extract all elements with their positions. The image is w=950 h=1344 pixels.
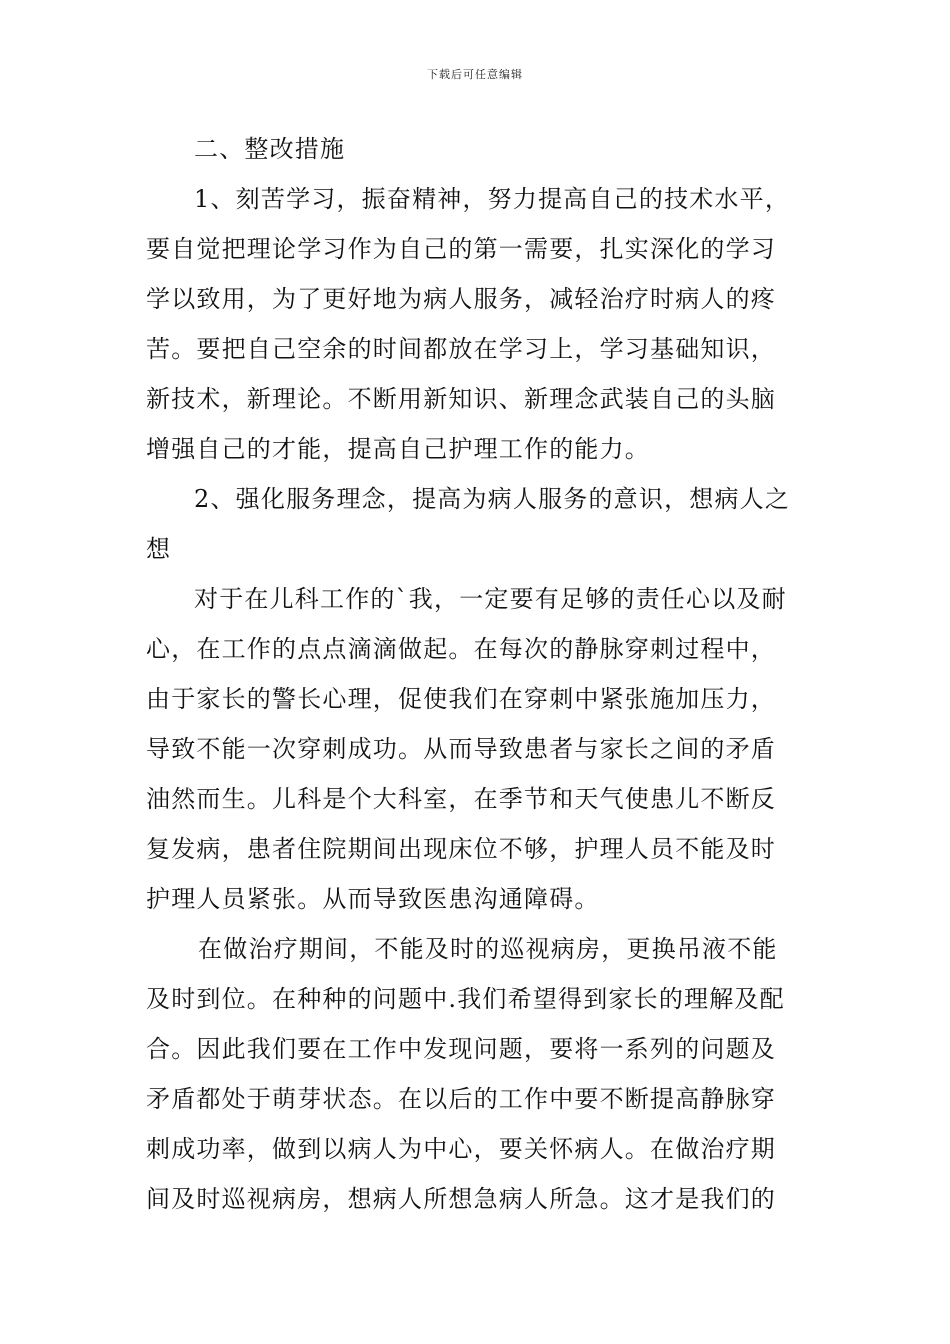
paragraph-line: 在做治疗期间，不能及时的巡视病房，更换吊液不能: [198, 935, 778, 963]
paragraph-line: 矛盾都处于萌芽状态。在以后的工作中要不断提高静脉穿: [146, 1085, 776, 1113]
paragraph-line: 1、刻苦学习，振奋精神，努力提高自己的技术水平，: [194, 185, 791, 213]
paragraph-line: 增强自己的才能，提高自己护理工作的能力。: [146, 435, 650, 463]
paragraph-line: 苦。要把自己空余的时间都放在学习上，学习基础知识，: [146, 335, 776, 363]
paragraph-line: 想: [146, 535, 172, 563]
paragraph-line: 由于家长的警长心理，促使我们在穿刺中紧张施加压力，: [146, 685, 776, 713]
section-heading: 二、整改措施: [194, 135, 346, 163]
paragraph-line: 新技术，新理论。不断用新知识、新理念武装自己的头脑: [146, 385, 776, 413]
paragraph-line: 间及时巡视病房，想病人所想急病人所急。这才是我们的: [146, 1185, 776, 1213]
paragraph-line: 心，在工作的点点滴滴做起。在每次的静脉穿刺过程中，: [146, 635, 776, 663]
paragraph-line: 合。因此我们要在工作中发现问题，要将一系列的问题及: [146, 1035, 776, 1063]
paragraph-line: 油然而生。儿科是个大科室，在季节和天气使患儿不断反: [146, 785, 776, 813]
document-body: [146, 124, 810, 1224]
paragraph-line: 及时到位。在种种的问题中.我们希望得到家长的理解及配: [146, 985, 785, 1013]
paragraph-line: 要自觉把理论学习作为自己的第一需要，扎实深化的学习: [146, 235, 776, 263]
paragraph-line: 刺成功率，做到以病人为中心，要关怀病人。在做治疗期: [146, 1135, 776, 1163]
paragraph-line: 2、强化服务理念，提高为病人服务的意识，想病人之: [194, 485, 791, 513]
header-note: 下载后可任意编辑: [427, 68, 523, 81]
paragraph-line: 护理人员紧张。从而导致医患沟通障碍。: [146, 885, 600, 913]
paragraph-line: 对于在儿科工作的`我，一定要有足够的责任心以及耐: [194, 585, 787, 613]
paragraph-line: 复发病，患者住院期间出现床位不够，护理人员不能及时: [146, 835, 776, 863]
paragraph-line: 学以致用，为了更好地为病人服务，减轻治疗时病人的疼: [146, 285, 776, 313]
paragraph-line: 导致不能一次穿刺成功。从而导致患者与家长之间的矛盾: [146, 735, 776, 763]
